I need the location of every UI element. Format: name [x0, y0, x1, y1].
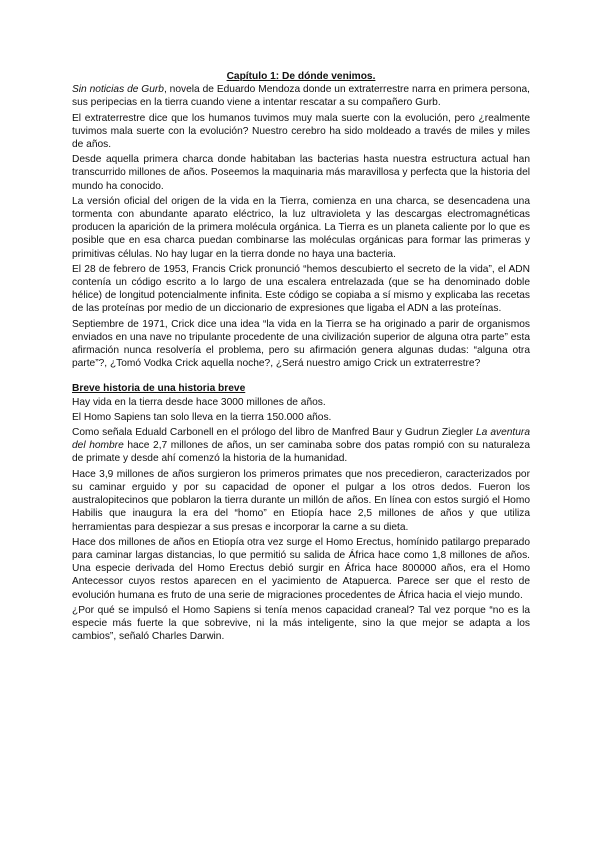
paragraph-gurb-text: , novela de Eduardo Mendoza donde un extraterrestre narra en primera persona, sus peripecias en la tierra cuando viene a intentar rescatar a su compañero Gurb.	[72, 84, 530, 109]
book-title-gurb: Sin noticias de Gurb	[72, 84, 164, 96]
line-life-on-earth: Hay vida en la tierra desde hace 3000 millones de años.	[72, 396, 326, 408]
paragraph-origin-of-life: La versión oficial del origen de la vida en la Tierra, comienza en una charca, se desencadena una tormenta con abundante aparato eléctrico, la luz ultravioleta y las descargas electromagnéticas producen la aparición de la primera molécula orgánica. La Tierra es un planeta caliente por lo que es posible que en esa charca puedan combinarse las moléculas orgánicas para formar las primeras y primitivas células. No hay lugar en la tierra donde no haya una bacteria.	[72, 195, 530, 260]
paragraph-dna: El 28 de febrero de 1953, Francis Crick pronunció “hemos descubierto el secreto de la vida”, el ADN contenía un código escrito a lo largo de una escalera entrelazada (que se ha denominado doble hélice) de longitud potencialmente infinita. Este código se copiaba a sí mismo y explicaba las recetas de las proteínas por medio de un diccionario de expresiones que ligaba el ADN a las proteínas.	[72, 263, 530, 315]
section-heading: Breve historia de una historia breve	[72, 383, 246, 395]
document-page	[72, 70, 530, 645]
paragraph-homo-erectus: Hace dos millones de años en Etiopía otra vez surge el Homo Erectus, homínido patilargo preparado para caminar largas distancias, lo que permitió su salida de África hace como 1,8 millones de años. Una especie derivada del Homo Erectus debió surgir en África hace 800000 años, era el Homo Antecessor cuyos restos aparecen en el yacimiento de Atapuerca. Parece ser que el resto de evolución humana es fruto de una serie de migraciones procedentes de África hacia el viejo mundo.	[72, 536, 530, 601]
paragraph-darwin: ¿Por qué se impulsó el Homo Sapiens si tenía menos capacidad craneal? Tal vez porque “no es la especie más fuerte la que sobrevive, ni la más inteligente, sino la que mejor se adapta a los cambios”, señaló Charles Darwin.	[72, 604, 530, 643]
line-homo-sapiens: El Homo Sapiens tan solo lleva en la tierra 150.000 años.	[72, 411, 332, 423]
paragraph-primates: Hace 3,9 millones de años surgieron los primeros primates que nos precedieron, caracterizados por su caminar erguido y por su capacidad de oponer el pulgar a los otros dedos. Fueron los australopitecinos que poblaron la tierra durante un millón de años. En línea con estos surgió el Homo Habilis que inaugura la era del “homo” en Etiopía hace 2,5 millones de años y que utiliza herramientas para despiezar a sus presas e incorporar la carne a su dieta.	[72, 468, 530, 533]
chapter-title: Capítulo 1: De dónde venimos.	[226, 71, 376, 82]
paragraph-crick-1971: Septiembre de 1971, Crick dice una idea “la vida en la Tierra se ha originado a parir de organismos enviados en una nave no tripulante procedente de una civilización superior de alguna otra parte” esta afirmación nunca resolvería el problema, pero su afirmación genera algunas dudas: “alguna otra parte”?, ¿Tomó Vodka Crick aquella noche?, ¿Será nuestro amigo Crick un extraterrestre?	[72, 318, 530, 370]
paragraph-evolution: El extraterrestre dice que los humanos tuvimos muy mala suerte con la evolución, pero ¿realmente tuvimos mala suerte con la evolución? Nuestro cerebro ha sido moldeado a través de miles y miles de años.	[72, 112, 530, 151]
paragraph-carbonell	[72, 426, 530, 466]
paragraph-carbonell-after: hace 2,7 millones de años, un ser caminaba sobre dos patas rompió con su naturaleza de primate y desde ahí comenzó la historia de la humanidad.	[72, 440, 531, 465]
paragraph-gurb	[72, 83, 530, 109]
book-title-aventura: La aventura del hombre	[72, 427, 530, 452]
paragraph-carbonell-before: Como señala Eduald Carbonell en el prólogo del libro de Manfred Baur y Gudrun Ziegler	[72, 427, 477, 439]
paragraph-bacteria: Desde aquella primera charca donde habitaban las bacterias hasta nuestra estructura actual han transcurrido millones de años. Poseemos la maquinaria más maravillosa y perfecta que la historia del mundo ha conocido.	[72, 154, 530, 192]
